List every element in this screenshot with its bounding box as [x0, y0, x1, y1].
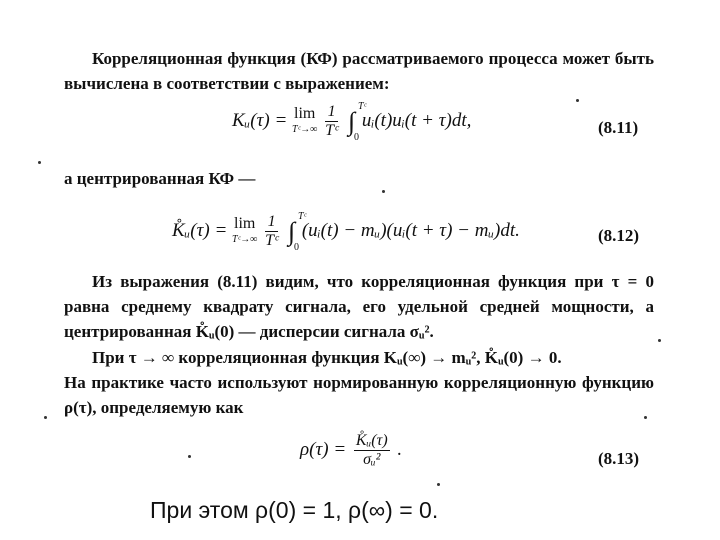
- scan-speck: [38, 161, 41, 164]
- paragraph-1: Корреляционная функция (КФ) рассматриваемого процесса может быть вычислена в соответствии с выражением:: [64, 49, 654, 93]
- eq-8-13-number: (8.13): [598, 449, 640, 468]
- eq-8-12-limit: [232, 216, 257, 248]
- paragraph-3-rest: На практике часто используют нормированную корреляционную функцию ρ(τ), определяемую как: [64, 373, 654, 417]
- eq-8-12-frac-den: Tᶜ: [265, 232, 279, 249]
- equation-8-12: [172, 210, 520, 253]
- integral-icon: ∫ Tᶜ 0: [287, 210, 307, 253]
- eq-8-12-lim-under: Tᶜ→∞: [232, 233, 258, 245]
- eq-8-11-lim-text: lim: [294, 104, 316, 122]
- eq-8-12-int-lower: 0: [293, 241, 299, 253]
- eq-8-13-lhs: ρ(τ) =: [300, 438, 351, 460]
- eq-8-11-number: (8.11): [598, 118, 639, 137]
- integral-icon: ∫ Tᶜ 0: [347, 100, 367, 143]
- eq-8-11-limit: [292, 106, 317, 138]
- eq-8-12-frac-num: 1: [265, 213, 278, 232]
- eq-8-12-lim-text: lim: [234, 214, 256, 232]
- eq-8-11-frac-num: 1: [325, 103, 338, 122]
- scan-speck: [576, 99, 579, 102]
- scan-speck: [644, 416, 647, 419]
- eq-8-12-integrand: (uᵢ(t) − mᵤ)(uᵢ(t + τ) − mᵤ)dt.: [301, 219, 520, 241]
- eq-8-11-int-lower: 0: [353, 131, 359, 143]
- centered-kf-line: а центрированная КФ —: [64, 169, 256, 188]
- eq-8-13-frac-num: K̊ᵤ(τ): [355, 432, 388, 449]
- eq-8-11-fraction: [325, 103, 338, 140]
- eq-8-11-lim-under: Tᶜ→∞: [292, 123, 318, 135]
- eq-8-11-lhs: Kᵤ(τ) =: [232, 109, 293, 131]
- eq-8-11-integrand: uᵢ(t)uᵢ(t + τ)dt,: [361, 109, 472, 131]
- eq-8-12-number: (8.12): [598, 226, 640, 245]
- scan-speck: [658, 339, 661, 342]
- eq-8-11-frac-den: Tᶜ: [325, 122, 339, 139]
- paragraph-2: Из выражения (8.11) видим, что корреляционная функция при τ = 0 равна среднему квадрату сигнала, его удельной средней мощности, а центрированная K̊ᵤ(0) — дисперсии сигнала σᵤ².: [64, 272, 654, 341]
- equation-8-13: [300, 432, 402, 469]
- eq-8-13-frac-den: σᵤ²: [363, 451, 381, 468]
- paragraph-3-line-1: При τ → ∞ корреляционная функция Kᵤ(∞) → mᵤ², K̊ᵤ(0) → 0.: [92, 348, 562, 367]
- eq-8-13-tail: .: [397, 438, 403, 460]
- eq-8-12-fraction: [265, 213, 278, 250]
- eq-8-12-int-upper: Tᶜ: [297, 210, 307, 222]
- eq-8-11-int-upper: Tᶜ: [357, 100, 367, 112]
- final-line: При этом ρ(0) = 1, ρ(∞) = 0.: [150, 497, 439, 523]
- scan-speck: [44, 416, 47, 419]
- eq-8-13-fraction: [354, 432, 390, 469]
- eq-8-12-lhs: K̊ᵤ(τ) =: [172, 219, 233, 241]
- scan-speck: [437, 483, 440, 486]
- scan-speck: [382, 190, 385, 193]
- scan-speck: [188, 455, 191, 458]
- equation-8-11: [232, 100, 472, 143]
